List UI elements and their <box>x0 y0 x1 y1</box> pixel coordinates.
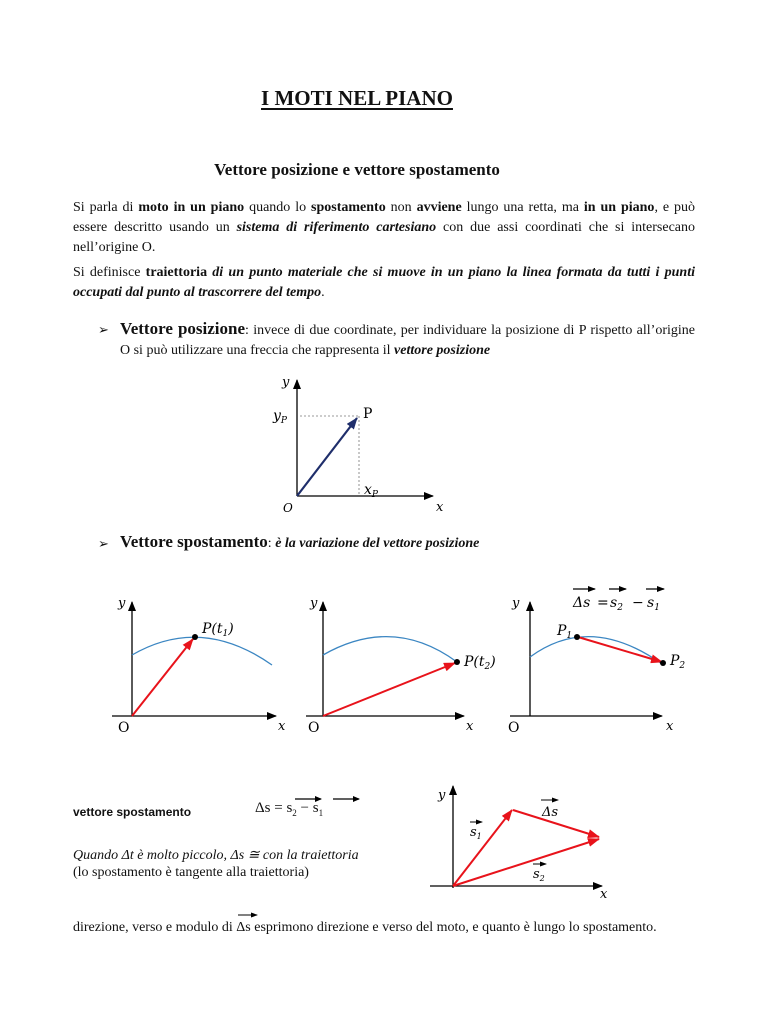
x-axis-label: x <box>466 719 474 734</box>
trajectory-curve <box>323 637 457 662</box>
point-p1 <box>574 634 580 640</box>
vector-s1 <box>453 810 512 886</box>
displacement-formula: $\Delta s = s_2 - s_1$ <box>255 800 323 818</box>
s2-label: $s_2$ <box>533 867 545 883</box>
displacement-label: vettore spostamento <box>73 805 192 819</box>
point-p2 <box>660 660 666 666</box>
displacement-vector <box>578 637 662 662</box>
page-title: I MOTI NEL PIANO <box>261 86 453 110</box>
point-t2 <box>454 659 460 665</box>
point-p2-label: $P_2$ <box>670 653 686 671</box>
y-axis-label: y <box>282 375 290 390</box>
paragraph-moto-piano: Si parla di moto in un piano quando lo spostamento non avviene lungo una retta, ma in un piano, e può essere descritto usando un sistema di riferimento cartesiano con due assi coordinati che si intersecano nell’origine O. <box>73 200 696 255</box>
displacement-vector-figure <box>500 575 690 745</box>
displacement-equation <box>572 589 664 613</box>
trajectory-curve <box>132 637 272 665</box>
position-vector-figure <box>260 368 460 518</box>
paragraph-traiettoria: Si definisce traiettoria di un punto materiale che si muove in un piano la linea formata da tutti i punti occupati dal punto al trascorrere del tempo. <box>73 265 695 300</box>
point-t1-label: $P(t_1)$ <box>202 621 234 639</box>
svg-text:s2: $s_2$ <box>610 595 623 613</box>
xp-label: $x_P$ <box>364 482 378 500</box>
x-axis-label: x <box>600 887 608 902</box>
tangent-note: (lo spostamento è tangente alla traiettoria) <box>73 865 309 880</box>
displacement-figure-t2 <box>298 585 508 745</box>
point-t2-label: $P(t_2)$ <box>464 654 496 672</box>
bullet-vettore-spostamento: Vettore spostamento: è la variazione del vettore posizione <box>120 532 480 551</box>
s1-label: $s_1$ <box>470 825 482 841</box>
point-p1-label: $P_1$ <box>557 623 573 641</box>
vector-s2 <box>453 839 599 886</box>
x-axis-label: x <box>278 719 286 734</box>
small-dt-note: Quando Δt è molto piccolo, Δs ≅ con la traiettoria <box>73 848 359 863</box>
origin-label: O <box>508 720 520 736</box>
svg-text:s1: $s_1$ <box>647 595 660 613</box>
final-paragraph: direzione, verso e modulo di Δs esprimono direzione e verso del moto, e quanto è lungo lo spostamento. <box>73 920 657 935</box>
bullet-marker-2: ➢ <box>98 536 109 551</box>
svg-text:=: = <box>597 595 609 611</box>
point-p-label: P <box>363 406 373 422</box>
y-axis-label: y <box>118 596 126 611</box>
svg-text:Δs: Δs <box>573 595 591 611</box>
section-subtitle: Vettore posizione e vettore spostamento <box>214 160 500 179</box>
origin-label: O <box>283 501 293 515</box>
position-vector-t2 <box>323 663 455 716</box>
point-t1 <box>192 634 198 640</box>
y-axis-label: y <box>310 596 318 611</box>
ds-label: Δs <box>542 805 559 820</box>
displacement-figure-t1 <box>104 585 304 745</box>
origin-label: O <box>308 720 320 736</box>
trajectory-curve <box>530 637 662 664</box>
position-vector <box>297 418 357 496</box>
x-axis-label: x <box>436 500 444 515</box>
x-axis-label: x <box>666 719 674 734</box>
vector-subtraction-figure <box>420 778 620 903</box>
bullet-marker-1: ➢ <box>98 322 109 337</box>
y-axis-label: y <box>512 596 520 611</box>
yp-label: $y_P$ <box>273 408 287 426</box>
origin-label: O <box>118 720 130 736</box>
bullet-vettore-posizione: Vettore posizione: invece di due coordinate, per individuare la posizione di P rispetto all’origine O si può utilizzare una freccia che rappresenta il vettore posizione <box>120 319 695 358</box>
y-axis-label: y <box>438 788 446 803</box>
svg-text:−: − <box>632 595 644 611</box>
formula-arrows <box>291 794 381 804</box>
